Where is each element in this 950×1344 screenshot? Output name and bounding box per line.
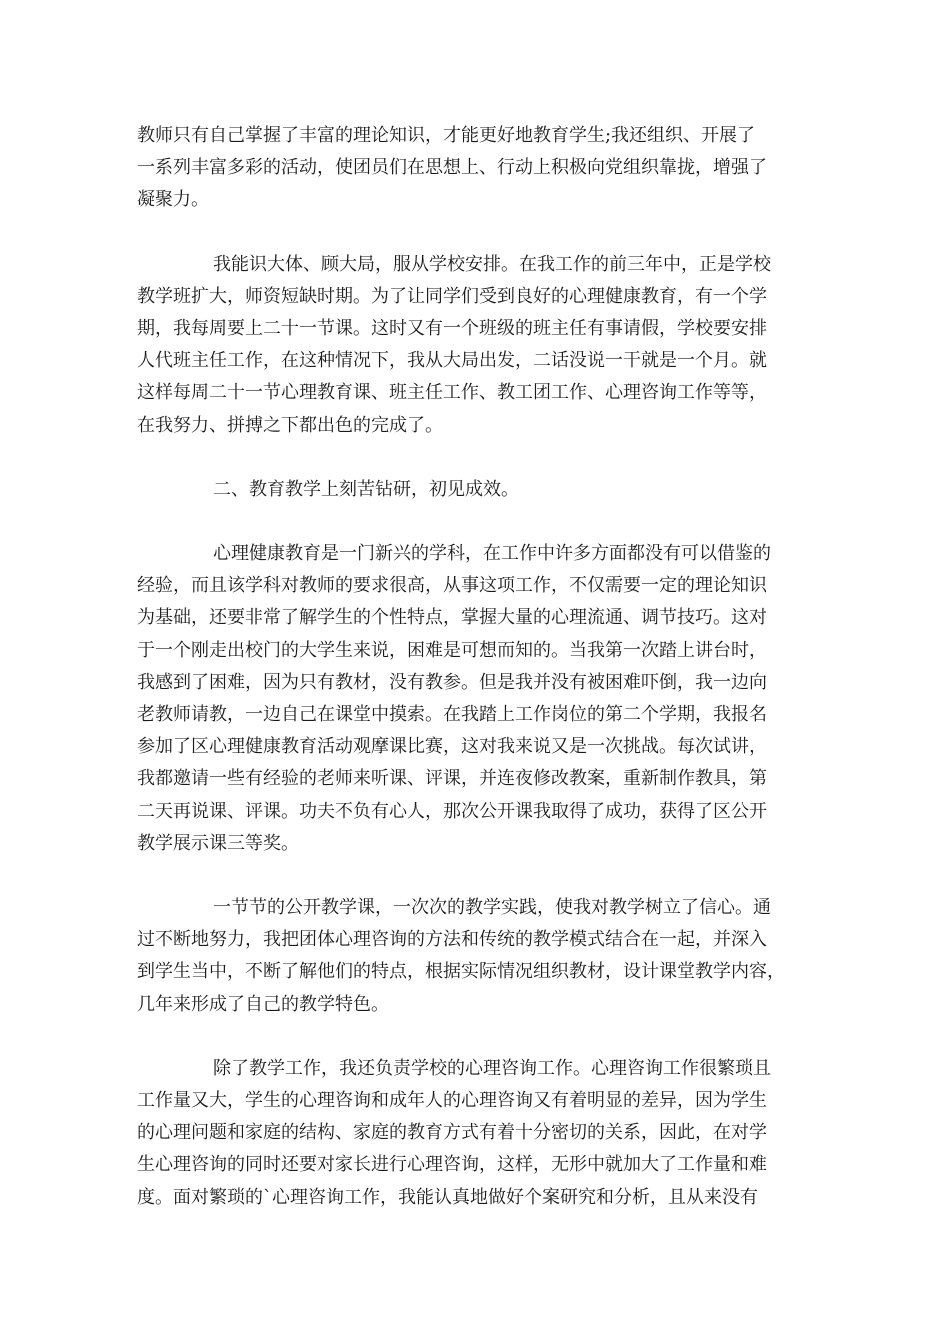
paragraph-5 bbox=[137, 1053, 817, 1214]
text-line: 过不断地努力，我把团体心理咨询的方法和传统的教学模式结合在一起，并深入 bbox=[137, 929, 767, 951]
text-line: 到学生当中，不断了解他们的特点，根据实际情况组织教材，设计课堂教学内容， bbox=[137, 961, 785, 983]
text-line: 人代班主任工作，在这种情况下，我从大局出发，二话没说一干就是一个月。就 bbox=[137, 350, 767, 372]
text-line: 我能识大体、顾大局，服从学校安排。在我工作的前三年中，正是学校 bbox=[213, 253, 771, 275]
text-line: 除了教学工作，我还负责学校的心理咨询工作。心理咨询工作很繁琐且 bbox=[213, 1057, 771, 1079]
text-line: 一节节的公开教学课，一次次的教学实践，使我对教学树立了信心。通 bbox=[213, 897, 771, 919]
paragraph-2 bbox=[137, 249, 817, 442]
text-line: 的心理问题和家庭的结构、家庭的教育方式有着十分密切的关系，因此，在对学 bbox=[137, 1122, 767, 1144]
text-line: 一系列丰富多彩的活动，使团员们在思想上、行动上积极向党组织靠拢，增强了 bbox=[137, 157, 767, 179]
text-line: 二、教育教学上刻苦钻研，初见成效。 bbox=[213, 478, 519, 500]
section-heading bbox=[137, 474, 817, 506]
text-line: 凝聚力。 bbox=[137, 189, 209, 211]
text-line: 老教师请教，一边自己在课堂中摸索。在我踏上工作岗位的第二个学期，我报名 bbox=[137, 704, 767, 726]
text-line: 教师只有自己掌握了丰富的理论知识，才能更好地教育学生;我还组织、开展了 bbox=[137, 125, 756, 146]
document-body bbox=[137, 120, 817, 1246]
text-line: 期，我每周要上二十一节课。这时又有一个班级的班主任有事请假，学校要安排 bbox=[137, 318, 767, 340]
text-line: 几年来形成了自己的教学特色。 bbox=[137, 993, 389, 1015]
text-line: 教学展示课三等奖。 bbox=[137, 832, 299, 854]
text-line: 心理健康教育是一门新兴的学科，在工作中许多方面都没有可以借鉴的 bbox=[213, 543, 771, 565]
text-line: 我感到了困难，因为只有教材，没有教参。但是我并没有被困难吓倒，我一边向 bbox=[137, 671, 767, 693]
text-line: 在我努力、拼搏之下都出色的完成了。 bbox=[137, 414, 443, 436]
text-line: 生心理咨询的同时还要对家长进行心理咨询，这样，无形中就加大了工作量和难 bbox=[137, 1154, 767, 1176]
text-line: 这样每周二十一节心理教育课、班主任工作、教工团工作、心理咨询工作等等， bbox=[137, 382, 767, 404]
paragraph-1 bbox=[137, 120, 817, 217]
text-line: 度。面对繁琐的`心理咨询工作，我能认真地做好个案研究和分析，且从来没有 bbox=[137, 1186, 758, 1208]
text-line: 工作量又大，学生的心理咨询和成年人的心理咨询又有着明显的差异，因为学生 bbox=[137, 1090, 767, 1112]
text-line: 经验，而且该学科对教师的要求很高，从事这项工作，不仅需要一定的理论知识 bbox=[137, 575, 767, 597]
text-line: 二天再说课、评课。功夫不负有心人，那次公开课我取得了成功，获得了区公开 bbox=[137, 800, 767, 822]
paragraph-3 bbox=[137, 538, 817, 860]
text-line: 于一个刚走出校门的大学生来说，困难是可想而知的。当我第一次踏上讲台时， bbox=[137, 639, 767, 661]
text-line: 教学班扩大，师资短缺时期。为了让同学们受到良好的心理健康教育，有一个学 bbox=[137, 285, 767, 307]
paragraph-4 bbox=[137, 892, 817, 1021]
text-line: 参加了区心理健康教育活动观摩课比赛，这对我来说又是一次挑战。每次试讲， bbox=[137, 736, 767, 758]
text-line: 我都邀请一些有经验的老师来听课、评课，并连夜修改教案，重新制作教具，第 bbox=[137, 768, 767, 790]
text-line: 为基础，还要非常了解学生的个性特点，掌握大量的心理流通、调节技巧。这对 bbox=[137, 607, 767, 629]
